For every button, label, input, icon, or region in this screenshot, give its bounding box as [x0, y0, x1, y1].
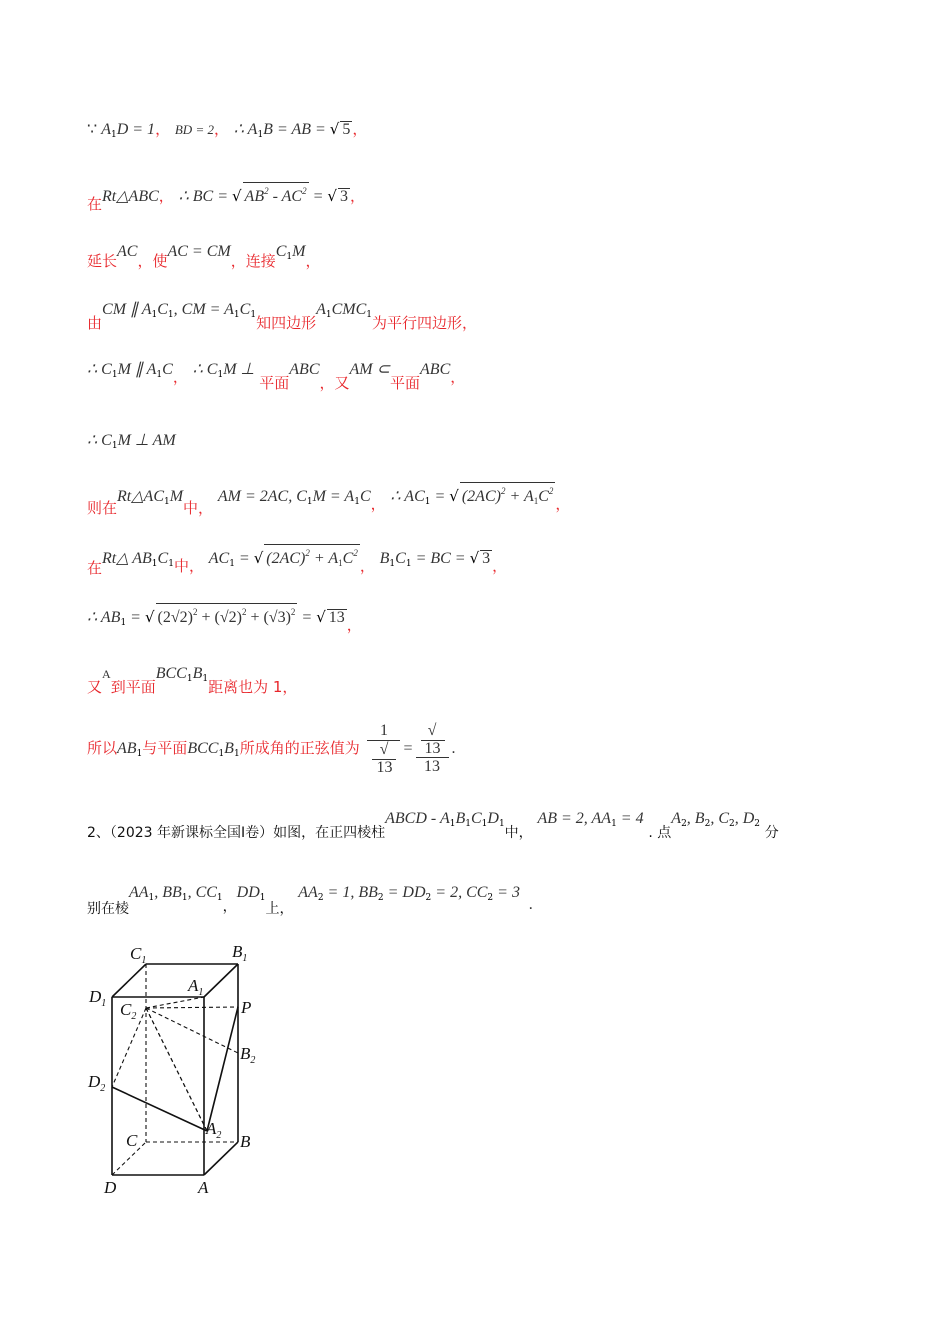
solution-line-2: 在Rt△ABC， ∴ BC = √ $AB^2 - AC^2$ = √ 3 ，	[87, 182, 365, 206]
label-P: P	[241, 998, 252, 1017]
hidden-segment-C2-A2	[146, 1008, 207, 1131]
solution-line-11: 所以$AB_1$与平面$BCC_1B_1$所成角的正弦值为 1 √ 13 = √ 13 13 .	[87, 722, 456, 776]
label-B2: $B_2$	[240, 1044, 256, 1066]
solution-line-10: 又A到平面$BCC_1B_1$距离也为 1，	[87, 665, 298, 696]
hidden-diagonal	[146, 1008, 207, 1131]
label-C1: $C_1$	[130, 944, 147, 966]
edge-D1-C1	[112, 964, 146, 997]
problem-2-line-1: 2、（2023 年新课标全国Ⅰ卷）如图，在正四棱柱ABCD - $A_1B_1C_1D_1$中， AB = 2, $AA_1 = 4$ . 点$A_2$, $B_2$, $C_2$, $D_2$ 分	[87, 810, 779, 841]
label-B1: $B_1$	[232, 942, 248, 964]
label-A2: $A_2$	[206, 1119, 222, 1141]
prism-figure	[80, 935, 280, 1205]
edge-A-B	[204, 1142, 238, 1175]
hidden-segment-C2-P	[146, 1007, 238, 1008]
segment-A2-P	[207, 1007, 238, 1131]
solution-line-7: 则在$Rt\triangle AC_1M$中， AM = 2AC, $C_1M = A_1C$， ∴ $AC_1$ = √ $(2AC)^2 + A_1C^2$，	[87, 482, 570, 509]
hidden-segment-C2-B2	[146, 1008, 238, 1053]
label-C: C	[126, 1131, 138, 1150]
because-symbol: ∵	[87, 121, 102, 138]
label-D1: $D_1$	[89, 987, 107, 1009]
label-D2: $D_2$	[88, 1072, 106, 1094]
hidden-segment-C2-A1	[146, 997, 204, 1008]
label-B: B	[240, 1132, 251, 1151]
solution-line-1: ∵ $A_1D = 1$， BD = 2， ∴ $A_1B$ = AB = √ 5 ，	[87, 120, 368, 140]
hidden-segment-C2-D2	[112, 1008, 146, 1087]
solution-line-4: 由CM ∥ $A_1C_1$, CM = $A_1C_1$知四边形$A_1CMC_1$为平行四边形，	[87, 301, 478, 332]
solution-line-8: 在Rt△ $AB_1C_1$中， $AC_1$ = √ $(2AC)^2 + A_1C^2$， $B_1C_1$ = BC = √ 3 ，	[87, 544, 507, 571]
label-A: A	[198, 1178, 209, 1197]
segment-D2-A2	[112, 1087, 207, 1131]
problem-2-line-2: 别在棱$AA_1$, $BB_1$, $CC_1$，$DD_1$上， $AA_2 = 1$, $BB_2 = DD_2 = 2$, $CC_2 = 3$ .	[87, 884, 533, 917]
solution-line-6: ∴ $C_1M$ ⊥ AM	[87, 432, 176, 451]
label-D: D	[104, 1178, 117, 1197]
edge-B1-A1	[204, 964, 238, 997]
solution-line-3: 延长AC，使AC = CM，连接$C_1M$，	[87, 243, 321, 270]
solution-line-9: ∴ $AB_1$ = √ $(2√2)^2 + (√2)^2 + (√3)^2$ = √ 13 ，	[87, 603, 362, 628]
fraction-one-over-root13: 1 √ 13	[367, 722, 400, 776]
label-C2: $C_2$	[120, 1000, 137, 1022]
label-A1: $A_1$	[188, 976, 204, 998]
solution-line-5: ∴ $C_1M$ ∥ $A_1C$， ∴ $C_1M$ ⊥ 平面ABC，又AM ⊂平面ABC，	[87, 361, 466, 392]
fraction-root13-over-13: √ 13 13	[416, 722, 449, 776]
